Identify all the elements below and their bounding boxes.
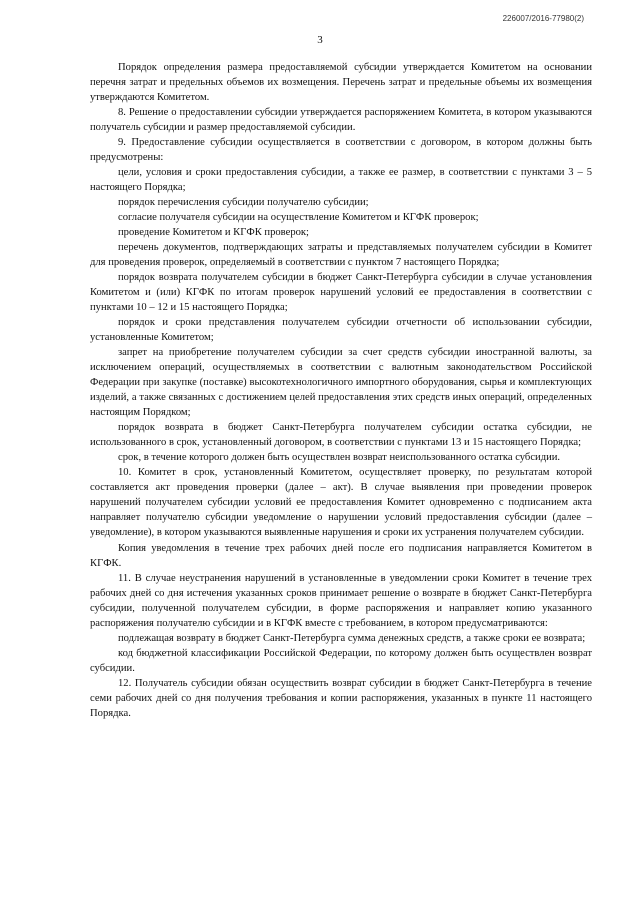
paragraph-item-9-documents: перечень документов, подтверждающих затраты и представляемых получателем субсидии в Комитет для проведения проверок, определяемый в соответствии с пунктом 7 настоящего Порядка; <box>90 242 592 269</box>
paragraph-item-12: 12. Получатель субсидии обязан осуществить возврат субсидии в бюджет Санкт-Петербурга в течение семи рабочих дней со дня получения требования и копии распоряжения, указанных в пункте 11 настоящего Порядка. <box>90 677 592 719</box>
paragraph-cost-determination: Порядок определения размера предоставляемой субсидии утверждается Комитетом на основании перечня затрат и предельных объемов их возмещения. Перечень затрат и предельные объемы их возмещения утверждаются Комитетом. <box>90 62 592 104</box>
paragraph-item-9-remainder-return: порядок возврата в бюджет Санкт-Петербурга получателем субсидии остатка субсидии, не использованного в срок, установленный договором, в соответствии с пунктами 13 и 15 настоящего Порядка; <box>90 422 592 449</box>
paragraph-item-9-refund: порядок возврата получателем субсидии в бюджет Санкт-Петербурга субсидии в случае установления Комитетом и (или) КГФК по итогам проверок нарушений условий ее предоставления в соответствии с пунктами 10 – 12 и 15 настоящего Порядка; <box>90 272 592 314</box>
paragraph-item-9-transfer: порядок перечисления субсидии получателю субсидии; <box>118 197 369 209</box>
paragraph-item-9-return-term: срок, в течение которого должен быть осуществлен возврат неиспользованного остатка субсидии. <box>118 452 561 464</box>
paragraph-item-11-amount: подлежащая возврату в бюджет Санкт-Петербурга сумма денежных средств, а также сроки ее возврата; <box>118 632 586 644</box>
paragraph-item-10-copy: Копия уведомления в течение трех рабочих дней после его подписания направляется Комитетом в КГФК. <box>90 542 592 569</box>
paragraph-item-9: 9. Предоставление субсидии осуществляется в соответствии с договором, в котором должны быть предусмотрены: <box>90 137 592 164</box>
paragraph-item-11-budget-code: код бюджетной классификации Российской Федерации, по которому должен быть осуществлен возврат субсидии. <box>90 647 592 674</box>
paragraph-item-9-inspections: проведение Комитетом и КГФК проверок; <box>118 227 310 239</box>
paragraph-item-9-currency-ban: запрет на приобретение получателем субсидии за счет средств субсидии иностранной валюты, за исключением операций, осуществляемых в соответствии с валютным законодательством Российской Федерации при закупке (поставке) высокотехнологичного импортного оборудования, сырья и комплектующих изделий, а также связанных с достижением целей предоставления этих средств иных операций, определенных настоящим Порядком; <box>90 347 592 419</box>
paragraph-item-11: 11. В случае неустранения нарушений в установленные в уведомлении сроки Комитет в течение трех рабочих дней со дня истечения указанных сроков принимает решение о возврате в бюджет Санкт-Петербурга субсидии, полученной получателем субсидии, в форме распоряжения и направляет копию указанного распоряжения получателю субсидии и в КГФК вместе с требованием, в котором предусматриваются: <box>90 572 592 629</box>
paragraph-item-9-goals: цели, условия и сроки предоставления субсидии, а также ее размер, в соответствии с пунктами 3 – 5 настоящего Порядка; <box>90 167 592 194</box>
paragraph-item-8: 8. Решение о предоставлении субсидии утверждается распоряжением Комитета, в котором указываются получатель субсидии и размер предоставляемой субсидии. <box>90 107 592 134</box>
body-text <box>90 60 592 721</box>
paragraph-item-10: 10. Комитет в срок, установленный Комитетом, осуществляет проверку, по результатам которой составляется акт проведения проверки (далее – акт). В случае выявления при проведении проверок нарушений получателем субсидии условий ее предоставления Комитет одновременно с подписанием акта направляет получателю субсидии уведомление о нарушении условий предоставления субсидии (далее – уведомление), в котором указываются выявленные нарушения и сроки их устранения получателем субсидии. <box>90 467 592 539</box>
document-id: 226007/2016-77980(2) <box>502 14 584 23</box>
page-number: 3 <box>317 34 323 46</box>
paragraph-item-9-reporting: порядок и сроки представления получателем субсидии отчетности об использовании субсидии, установленные Комитетом; <box>90 317 592 344</box>
paragraph-item-9-consent: согласие получателя субсидии на осуществление Комитетом и КГФК проверок; <box>118 212 479 224</box>
